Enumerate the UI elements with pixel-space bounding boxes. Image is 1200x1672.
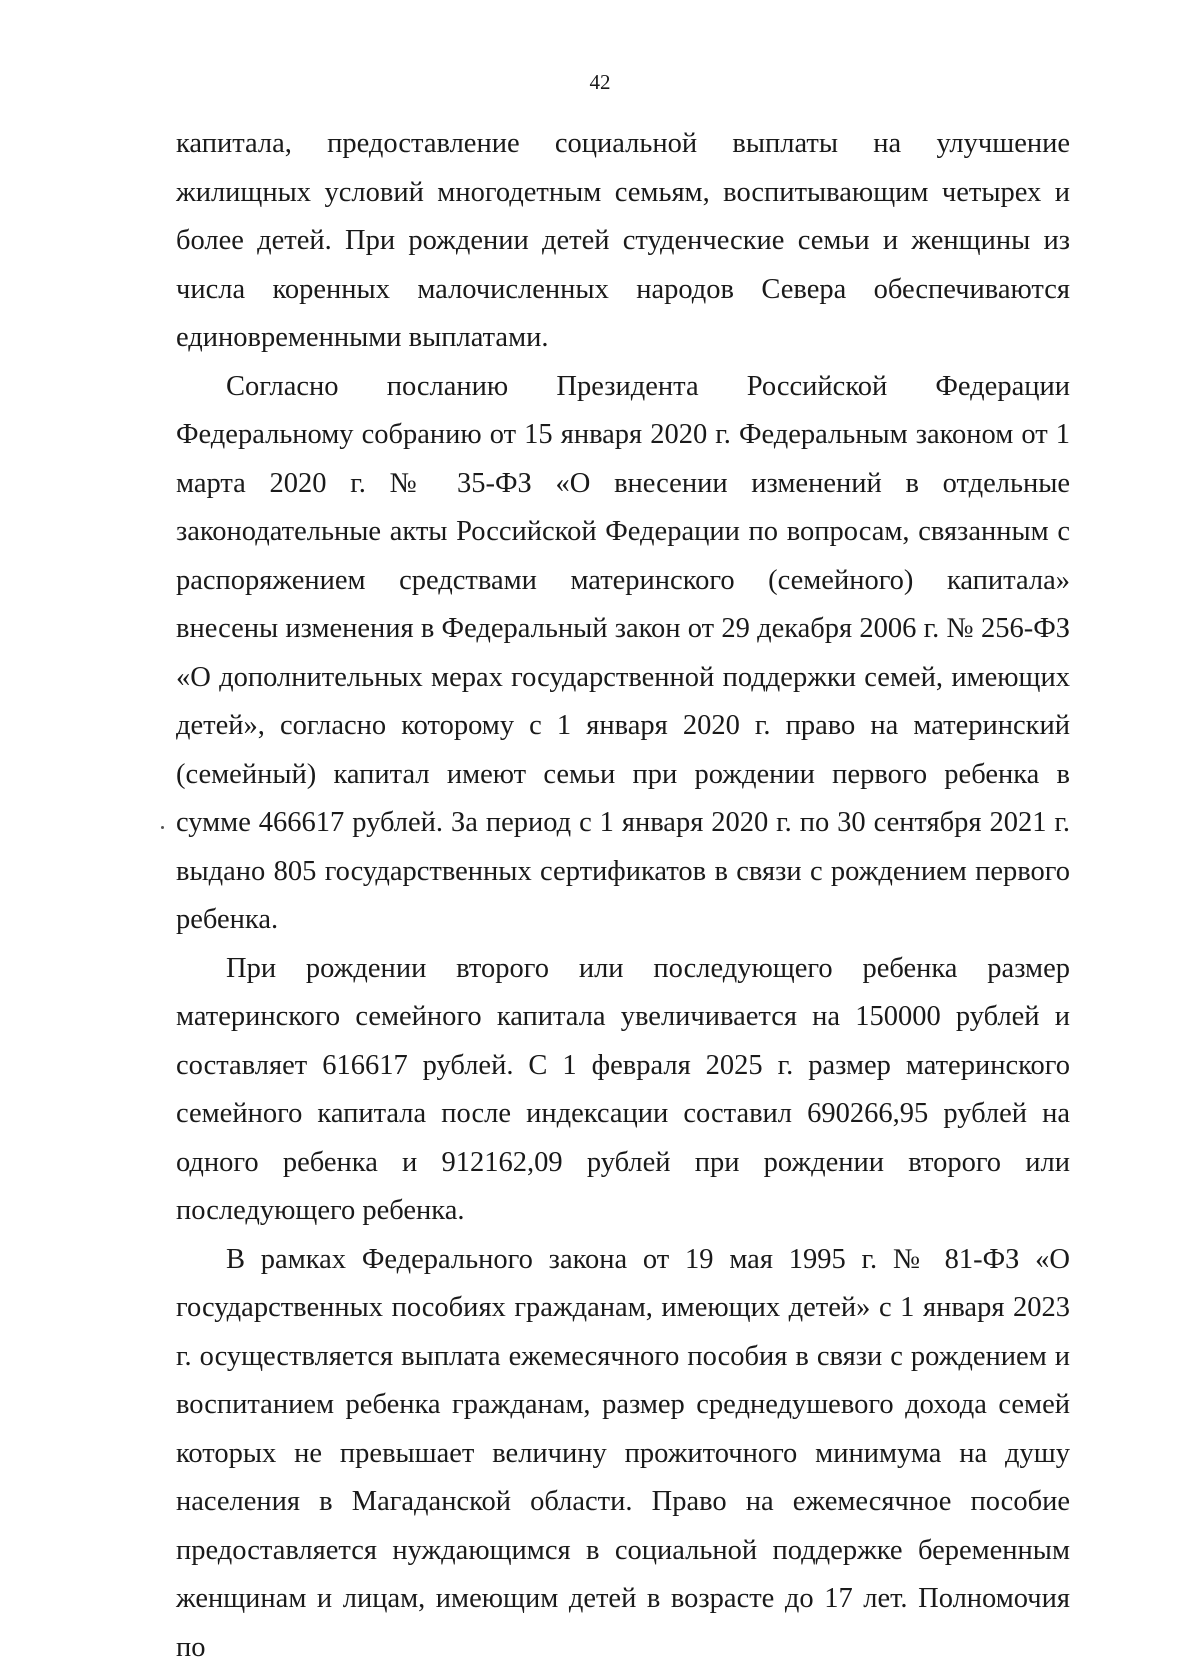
body-text	[176, 120, 1070, 1672]
paragraph-continued: капитала, предоставление социальной выплаты на улучшение жилищных условий многодетным семьям, воспитывающим четырех и более детей. При рождении детей студенческие семьи и женщины из числа коренных малочисленных народов Севера обеспечиваются единовременными выплатами.	[176, 120, 1070, 363]
scan-speck	[161, 826, 164, 829]
page-number: 42	[0, 72, 1200, 93]
paragraph-second-child: При рождении второго или последующего ребенка размер материнского семейного капитала увеличивается на 150000 рублей и составляет 616617 рублей. С 1 февраля 2025 г. размер материнского семейного капитала после индексации составил 690266,95 рублей на одного ребенка и 912162,09 рублей при рождении второго или последующего ребенка.	[176, 945, 1070, 1236]
paragraph-maternity-capital-law: Согласно посланию Президента Российской Федерации Федеральному собранию от 15 января 2020 г. Федеральным законом от 1 марта 2020 г. № 35-ФЗ «О внесении изменений в отдельные законодательные акты Российской Федерации по вопросам, связанным с распоряжением средствами материнского (семейного) капитала» внесены изменения в Федеральный закон от 29 декабря 2006 г. № 256-ФЗ «О дополнительных мерах государственной поддержки семей, имеющих детей», согласно которому с 1 января 2020 г. право на материнский (семейный) капитал имеют семьи при рождении первого ребенка в сумме 466617 рублей. За период с 1 января 2020 г. по 30 сентября 2021 г. выдано 805 государственных сертификатов в связи с рождением первого ребенка.	[176, 363, 1070, 945]
paragraph-monthly-allowance: В рамках Федерального закона от 19 мая 1995 г. № 81-ФЗ «О государственных пособиях гражданам, имеющих детей» с 1 января 2023 г. осуществляется выплата ежемесячного пособия в связи с рождением и воспитанием ребенка гражданам, размер среднедушевого дохода семей которых не превышает величину прожиточного минимума на душу населения в Магаданской области. Право на ежемесячное пособие предоставляется нуждающимся в социальной поддержке беременным женщинам и лицам, имеющим детей в возрасте до 17 лет. Полномочия по	[176, 1236, 1070, 1672]
